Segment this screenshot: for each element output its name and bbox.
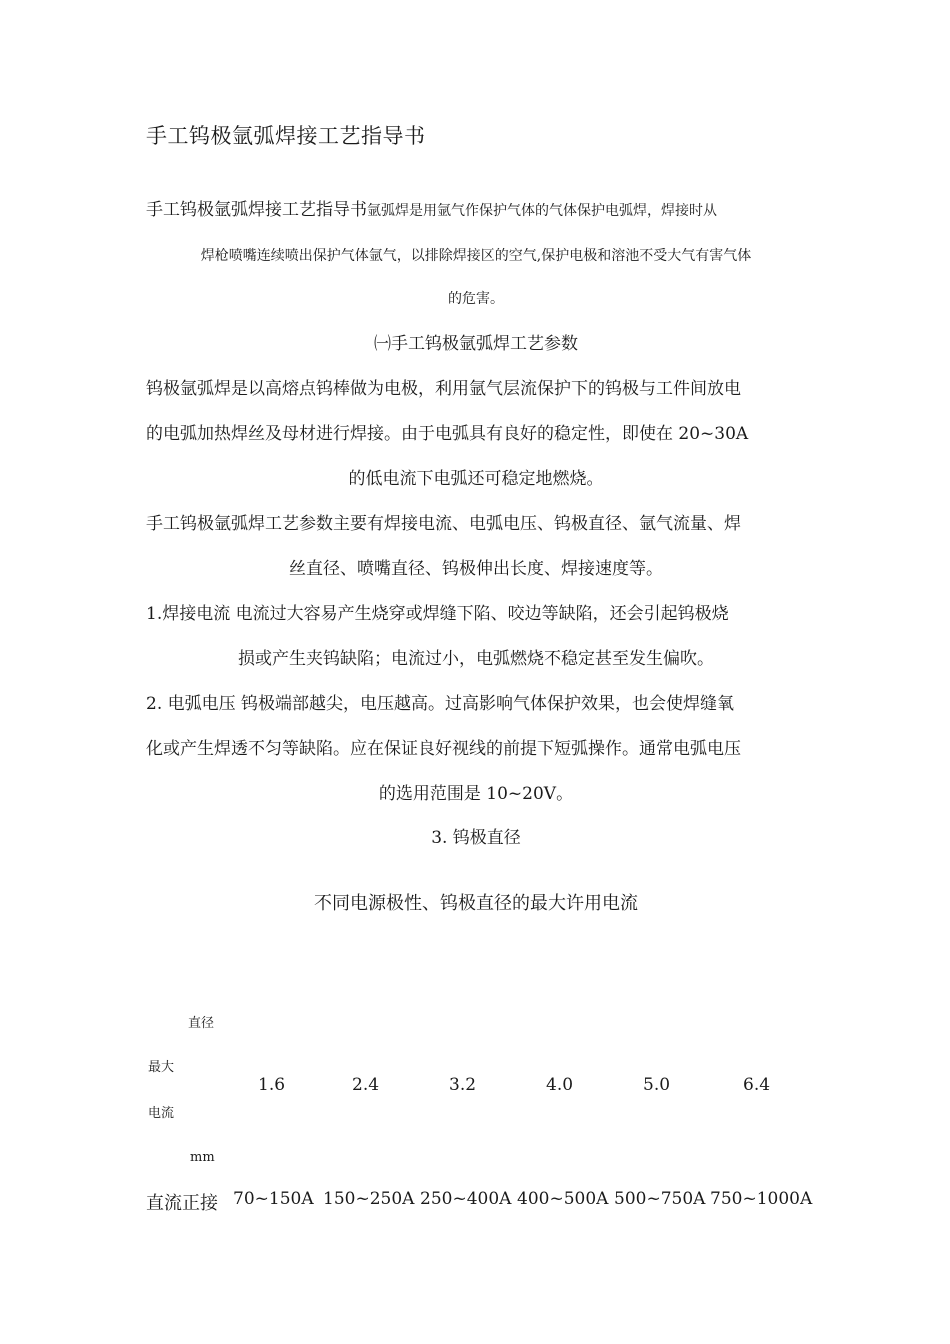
intro-line-3: 的危害。 <box>448 291 504 307</box>
para1-line-1: 钨极氩弧焊是以高熔点钨棒做为电极，利用氩气层流保护下的钨极与工件间放电 <box>146 379 741 399</box>
table-header-current: 电流 <box>148 1106 175 1121</box>
table-diameter-cell: 2.4 <box>352 1075 380 1095</box>
table-diameter-cell: 4.0 <box>546 1075 574 1095</box>
table-header-unit: mm <box>190 1150 215 1165</box>
table-header-diameter: 直径 <box>188 1016 215 1031</box>
item1-line-1: 1.焊接电流 电流过大容易产生烧穿或焊缝下陷、咬边等缺陷，还会引起钨极烧 <box>146 604 729 624</box>
table-header-max: 最大 <box>148 1060 175 1075</box>
table-cell: 150~250A <box>323 1189 415 1209</box>
table-diameter-cell: 1.6 <box>258 1075 286 1095</box>
table-diameter-cell: 3.2 <box>449 1075 477 1095</box>
para1-line-3: 的低电流下电弧还可稳定地燃烧。 <box>348 469 604 489</box>
intro-lead: 手工钨极氩弧焊接工艺指导书 <box>146 200 367 220</box>
table-caption: 不同电源极性、钨极直径的最大许用电流 <box>314 893 638 914</box>
section-heading-params: ㈠手工钨极氩弧焊工艺参数 <box>374 334 578 354</box>
table-cell: 500~750A <box>614 1189 706 1209</box>
table-cell: 250~400A <box>420 1189 512 1209</box>
para2-line-1: 手工钨极氩弧焊工艺参数主要有焊接电流、电弧电压、钨极直径、氩气流量、焊 <box>146 514 741 534</box>
table-diameter-cell: 5.0 <box>643 1075 671 1095</box>
item2-line-1: 2. 电弧电压 钨极端部越尖，电压越高。过高影响气体保护效果，也会使焊缝氧 <box>146 694 735 714</box>
intro-line-2: 焊枪喷嘴连续喷出保护气体氩气，以排除焊接区的空气,保护电极和溶池不受大气有害气体 <box>200 248 752 264</box>
item2-line-3: 的选用范围是 10~20V。 <box>378 784 574 804</box>
table-row-label: 直流正接 <box>146 1193 218 1214</box>
para2-line-2: 丝直径、喷嘴直径、钨极伸出长度、焊接速度等。 <box>289 559 663 579</box>
table-cell: 750~1000A <box>710 1189 813 1209</box>
intro-line-1 <box>146 198 717 223</box>
item2-line-2: 化或产生焊透不匀等缺陷。应在保证良好视线的前提下短弧操作。通常电弧电压 <box>146 739 741 759</box>
intro-line-1-rest: 氩弧焊是用氩气作保护气体的气体保护电弧焊，焊接时从 <box>367 203 717 219</box>
table-diameter-cell: 6.4 <box>743 1075 771 1095</box>
item3-heading: 3. 钨极直径 <box>431 828 521 848</box>
document-title: 手工钨极氩弧焊接工艺指导书 <box>146 124 426 148</box>
table-cell: 400~500A <box>517 1189 609 1209</box>
item1-line-2: 损或产生夹钨缺陷；电流过小，电弧燃烧不稳定甚至发生偏吹。 <box>238 649 714 669</box>
table-cell: 70~150A <box>233 1189 314 1209</box>
para1-line-2: 的电弧加热焊丝及母材进行焊接。由于电弧具有良好的稳定性，即使在 20~30A <box>146 424 749 444</box>
